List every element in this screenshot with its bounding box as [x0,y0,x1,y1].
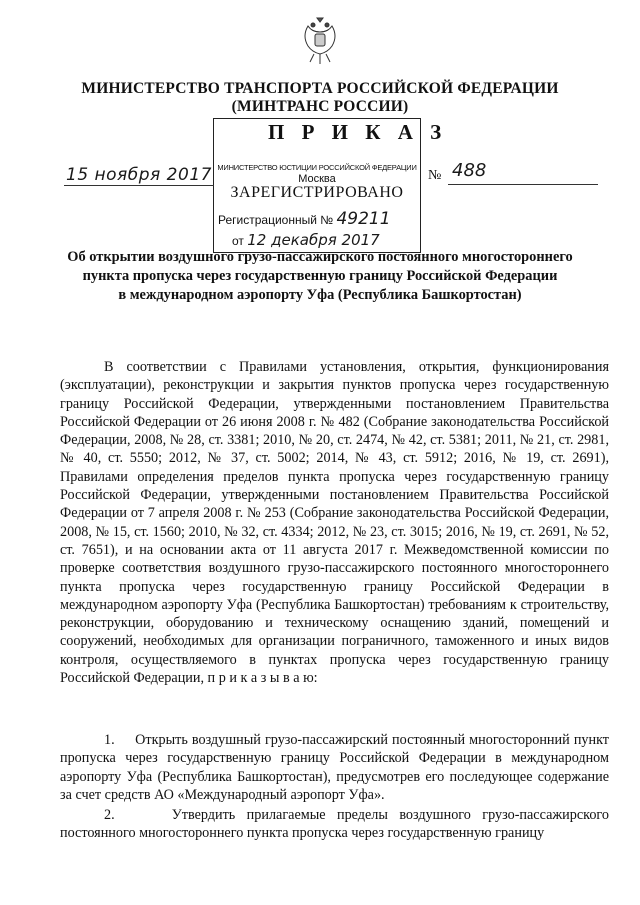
order-date: 15 ноября 2017 [66,165,212,185]
order-item-1 [60,731,609,804]
ministry-name: МИНИСТЕРСТВО ТРАНСПОРТА РОССИЙСКОЙ ФЕДЕРАЦИИ [81,80,559,97]
stamp-ministry: МИНИСТЕРСТВО ЮСТИЦИИ РОССИЙСКОЙ ФЕДЕРАЦИИ [217,163,417,172]
stamp-reg-label: Регистрационный № [218,213,334,227]
order-item-2 [60,806,609,843]
stamp-date [232,231,380,249]
item-2-text: 2. Утвердить прилагаемые пределы воздушного грузо-пассажирского постоянного многостороннего пункта пропуска через государственную границу [60,807,609,842]
date-underline [64,185,214,186]
order-number: 488 [452,160,487,181]
stamp-date-value: 12 декабря 2017 [247,231,380,249]
number-underline [448,184,598,185]
order-heading: П Р И К А З [268,120,448,144]
stamp-city: Москва [298,173,336,185]
title-line: пункта пропуска через государственную границу Российской Федерации [82,268,558,284]
ministry-short-name: (МИНТРАНС РОССИИ) [231,98,409,115]
stamp-registered: ЗАРЕГИСТРИРОВАНО [230,184,404,201]
stamp-date-prefix: от [232,234,244,248]
coat-of-arms-icon [300,16,340,66]
preamble-paragraph [60,358,609,687]
stamp-reg-value: 49211 [336,209,391,229]
title-line: Об открытии воздушного грузо-пассажирского постоянного многостороннего [67,249,573,265]
document-title [40,248,600,305]
item-1-text: 1. Открыть воздушный грузо-пассажирский постоянный многосторонний пункт пропуска через государственную границу Российской Федерации в международном аэропорту Уфа (Республика Башкортостан), предусмотрев его последующее содержание за счет средств АО «Международный аэропорт Уфа». [60,732,609,803]
preamble-text: В соответствии с Правилами установления, открытия, функционирования (эксплуатации), реконструкции и закрытия пунктов пропуска через государственную границу Российской Федерации, утвержденными постановлением Правительства Российской Федерации от 26 июня 2008 г. № 482 (Собрание законодательства Российской Федерации, 2008, № 28, ст. 3381; 2010, № 20, ст. 2474, № 42, ст. 5381; 2011, № 21, ст. 2981, № 40, ст. 5550; 2012, № 37, ст. 5002; 2014, № 43, ст. 5912; 2016, № 19, ст. 2691), Правилами определения пределов пункта пропуска через государственную границу Российской Федерации, утвержденными постановлением Правительства Российской Федерации от 7 апреля 2008 г. № 253 (Собрание законодательства Российской Федерации, 2008, № 15, ст. 1560; 2010, № 32, ст. 4334; 2012, № 23, ст. 3015; 2016, № 19, ст. 2691, № 52, ст. 7651), и на основании акта от 11 августа 2017 г. Межведомственной комиссии по проверке соответствия воздушного грузо-пассажирского постоянного многостороннего пункта пропуска через государственную границу Российской Федерации в международном аэропорту Уфа (Республика Башкортостан) требованиям к строительству, реконструкции, оборудованию и техническому оснащению зданий, помещений и сооружений, необходимых для организации пограничного, таможенного и иных видов контроля, осуществляемого в пунктах пропуска через государственную границу Российской Федерации, п р и к а з ы в а ю: [60,359,609,687]
order-number-label: № [428,168,442,183]
title-line: в международном аэропорту Уфа (Республика Башкортостан) [118,287,522,303]
stamp-reg-number [218,209,391,229]
